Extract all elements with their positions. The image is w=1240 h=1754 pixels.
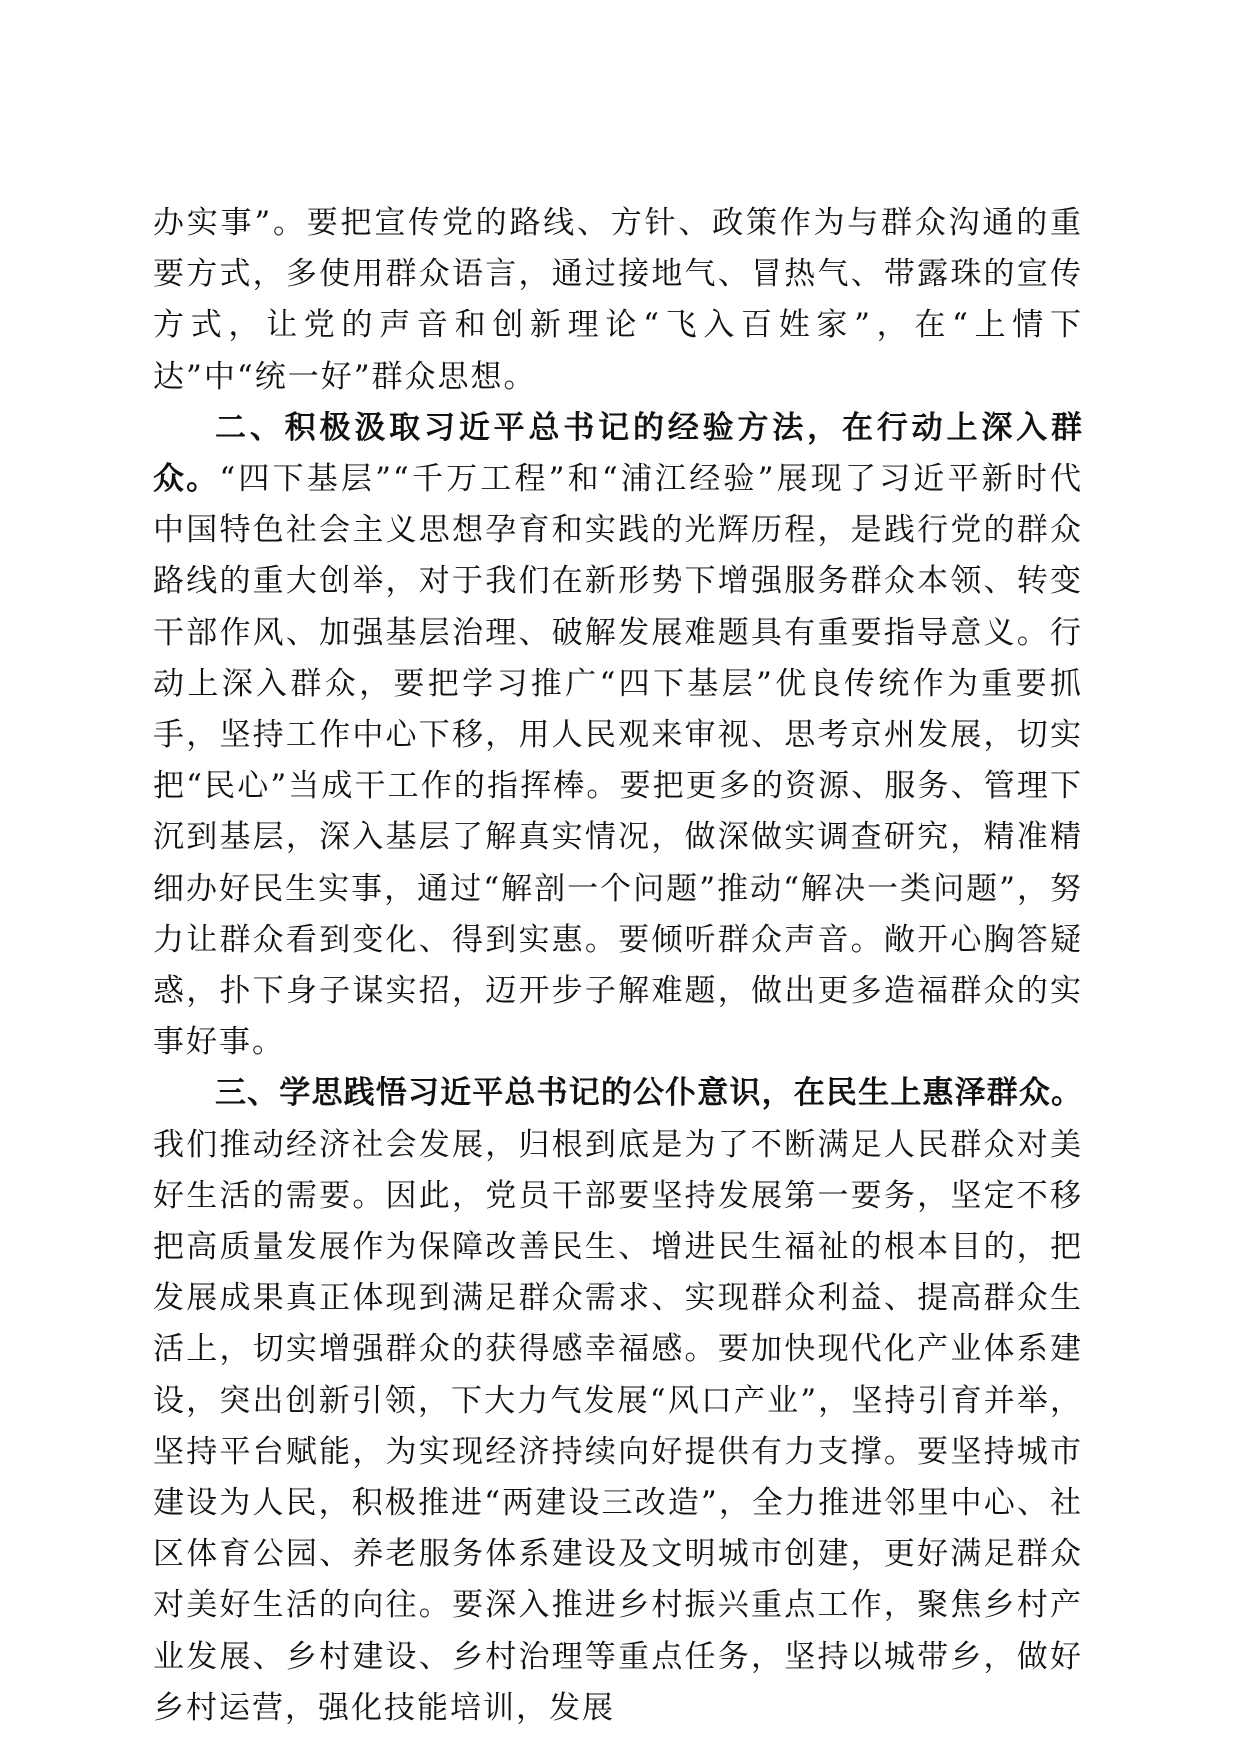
paragraph-text: “四下基层”“千万工程”和“浦江经验”展现了习近平新时代中国特色社会主义思想孕育和实践的光辉历程，是践行党的群众路线的重大创举，对于我们在新形势下增强服务群众本领、转变干部作风、加强基层治理、破解发展难题具有重要指导意义。行动上深入群众，要把学习推广“四下基层”优良传统作为重要抓手，坚持工作中心下移，用人民观来审视、思考京州发展，切实把“民心”当成干工作的指挥棒。要把更多的资源、服务、管理下沉到基层，深入基层了解真实情况，做深做实调查研究，精准精细办好民生实事，通过“解剖一个问题”推动“解决一类问题”，努力让群众看到变化、得到实惠。要倾听群众声音。敞开心胸答疑惑，扑下身子谋实招，迈开步子解难题，做出更多造福群众的实事好事。 [153,461,1084,1061]
paragraph-continuation [153,198,1083,403]
section-heading: 二、积极汲取习近平总书记的经验方法，在行动上深入群众。 [153,409,1083,498]
paragraph-text: 办实事”。要把宣传党的路线、方针、政策作为与群众沟通的重要方式，多使用群众语言，通过接地气、冒热气、带露珠的宣传方式，让党的声音和创新理论“飞入百姓家”，在“上情下达”中“统一好”群众思想。 [153,205,1083,395]
paragraph-text: 我们推动经济社会发展，归根到底是为了不断满足人民群众对美好生活的需要。因此，党员干部要坚持发展第一要务，坚定不移把高质量发展作为保障改善民生、增进民生福祉的根本目的，把发展成果真正体现到满足群众需求、实现群众利益、提高群众生活上，切实增强群众的获得感幸福感。要加快现代化产业体系建设，突出创新引领，下大力气发展“风口产业”，坚持引育并举，坚持平台赋能，为实现经济持续向好提供有力支撑。要坚持城市建设为人民，积极推进“两建设三改造”，全力推进邻里中心、社区体育公园、养老服务体系建设及文明城市创建，更好满足群众对美好生活的向往。要深入推进乡村振兴重点工作，聚焦乡村产业发展、乡村建设、乡村治理等重点任务，坚持以城带乡，做好乡村运营，强化技能培训，发展 [153,1126,1083,1726]
paragraph-section-2 [153,403,1083,1069]
section-heading: 三、学思践悟习近平总书记的公仆意识，在民生上惠泽群众。 [215,1075,1083,1112]
paragraph-section-3 [153,1068,1083,1734]
document-body [153,198,1083,1734]
